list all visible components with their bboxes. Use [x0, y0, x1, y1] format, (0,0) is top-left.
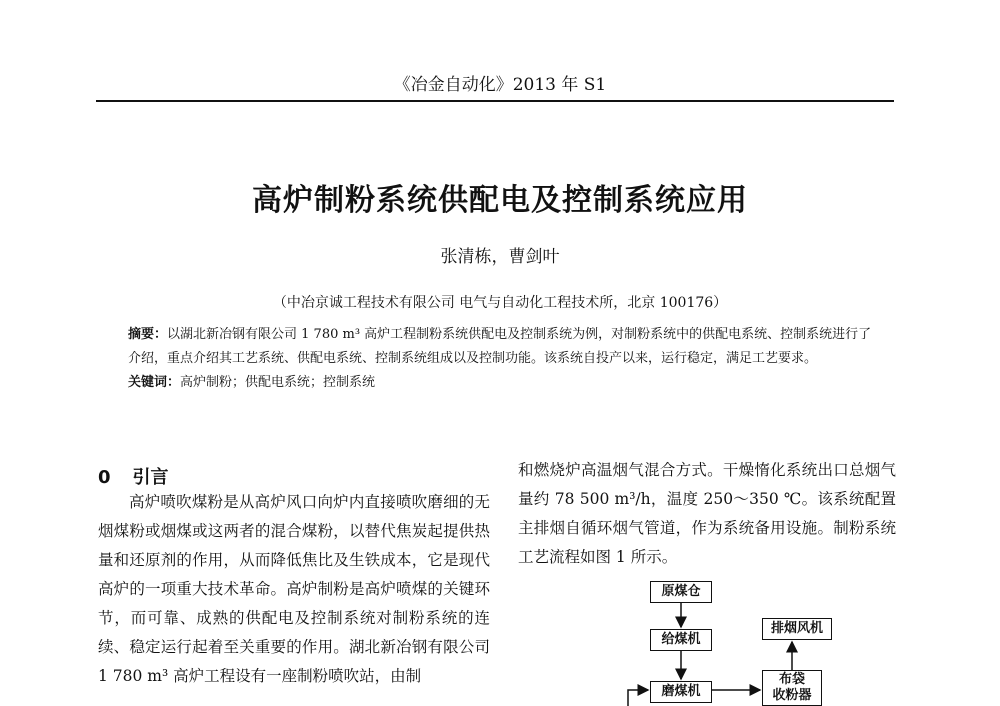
- right-column-paragraph: 和燃烧炉高温烟气混合方式。干燥惰化系统出口总烟气量约 78 500 m³/h，温度 250～350 ℃。该系统配置主排烟自循环烟气管道，作为系统备用设施。制粉系统工艺流程如图 1 所示。: [518, 461, 896, 566]
- exhaust-fan-box: 排烟风机: [762, 618, 832, 640]
- keywords-text: 高炉制粉；供配电系统；控制系统: [180, 375, 376, 390]
- raw-coal-bin-box: 原煤仓: [650, 581, 712, 603]
- section-title: 引言: [132, 467, 169, 488]
- abstract-label: 摘要：: [128, 327, 168, 342]
- keywords-label: 关键词：: [128, 375, 181, 390]
- section-number: 0: [98, 467, 111, 488]
- paper-affiliation: （中冶京诚工程技术有限公司 电气与自动化工程技术所，北京 100176）: [272, 295, 728, 311]
- abstract-text: 以湖北新冶钢有限公司 1 780 m³ 高炉工程制粉系统供配电及控制系统为例，对制粉系统中的供配电系统、控制系统进行了介绍，重点介绍其工艺系统、供配电系统、控制系统组成以及控制功能。该系统自投产以来，运行稳定，满足工艺要求。: [128, 327, 872, 366]
- paper-title: 高炉制粉系统供配电及控制系统应用: [252, 183, 748, 218]
- left-column-paragraph: 高炉喷吹煤粉是从高炉风口向炉内直接喷吹磨细的无烟煤粉或烟煤或这两者的混合煤粉，以替代焦炭起提供热量和还原剂的作用，从而降低焦比及生铁成本，它是现代高炉的一项重大技术革命。高炉制粉是高炉喷煤的关键环节，而可靠、成熟的供配电及控制系统对制粉系统的连续、稳定运行起着至关重要的作用。湖北新冶钢有限公司 1 780 m³ 高炉工程设有一座制粉喷吹站，由制: [98, 493, 490, 685]
- journal-header: 《冶金自动化》2013 年 S1: [393, 75, 607, 95]
- bag-collector-box: [762, 670, 822, 706]
- bag-collector-label-1: 布袋: [778, 672, 805, 687]
- coal-mill-box: 磨煤机: [650, 681, 712, 703]
- arrow-inlet-to-mill: [628, 690, 648, 706]
- bag-collector-label-2: 收粉器: [772, 688, 812, 703]
- coal-feeder-box: 给煤机: [650, 629, 712, 651]
- paper-authors: 张清栋，曹剑叶: [440, 247, 560, 267]
